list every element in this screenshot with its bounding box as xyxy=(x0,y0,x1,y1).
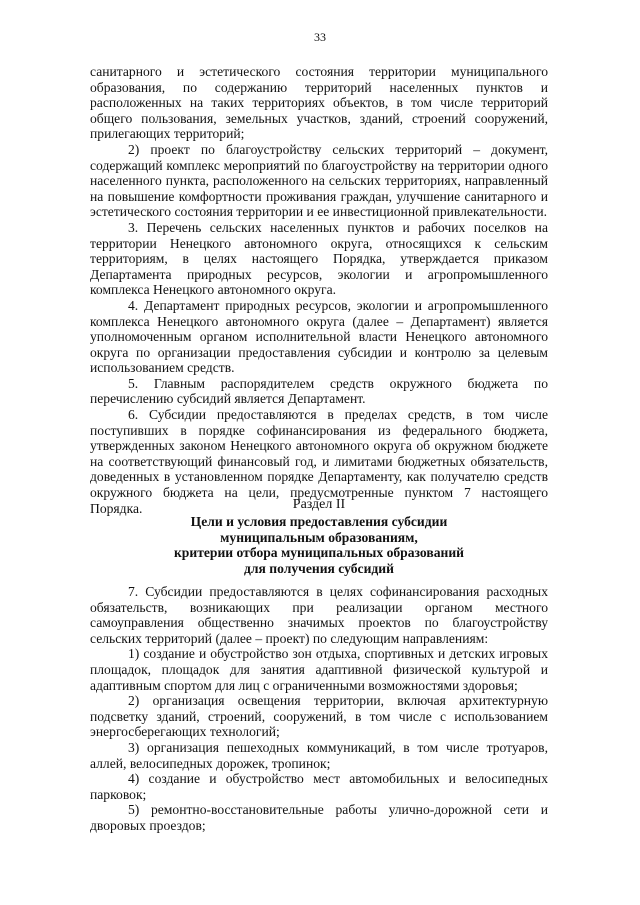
list-item: 4) создание и обустройство мест автомобильных и велосипедных парковок; xyxy=(90,771,548,802)
paragraph: 5. Главным распорядителем средств окружного бюджета по перечислению субсидий является Департамент. xyxy=(90,375,548,407)
body-text-bottom xyxy=(90,584,548,834)
section-title-line: Цели и условия предоставления субсидии xyxy=(190,514,448,529)
list-item: 2) организация освещения территории, включая архитектурную подсветку зданий, строений, сооружений, в том числе с использованием энергосберегающих технологий; xyxy=(90,693,548,740)
paragraph: 4. Департамент природных ресурсов, экологии и агропромышленного комплекса Ненецкого автономного округа (далее – Департамент) является уполномоченным органом исполнительной власти Ненецкого автономного округа по организации предоставления субсидии и контролю за целевым использованием средств. xyxy=(90,297,548,376)
paragraph: санитарного и эстетического состояния территории муниципального образования, по содержанию территорий населенных пунктов и расположенных на таких территориях объектов, в том числе территорий общего пользования, земельных участков, зданий, строений сооружений, прилегающих территорий; xyxy=(90,64,548,142)
section-title-line: муниципальным образованиям, xyxy=(220,529,418,545)
section-heading xyxy=(90,496,548,576)
section-label: Раздел II xyxy=(292,497,346,512)
section-title-line: критерии отбора муниципальных образований xyxy=(173,545,465,561)
body-text-top xyxy=(90,64,548,516)
paragraph: 3. Перечень сельских населенных пунктов и рабочих поселков на территории Ненецкого автономного округа, относящихся к сельским территориям, в целях настоящего Порядка, утверждается приказом Департамента природных ресурсов, экологии и агропромышленного комплекса Ненецкого автономного округа. xyxy=(90,219,548,298)
list-item: 5) ремонтно-восстановительные работы улично-дорожной сети и дворовых проездов; xyxy=(90,802,548,833)
paragraph: 6. Субсидии предоставляются в пределах средств, в том числе поступивших в порядке софинансирования из федерального бюджета, утвержденных законом Ненецкого автономного округа об окружном бюджете на соответствующий финансовый год, и лимитами бюджетных обязательств, доведенных в установленном порядке Департаменту, как получателю средств окружного бюджета на цели, предусмотренные пунктом 7 настоящего Порядка. xyxy=(90,407,548,516)
paragraph: 2) проект по благоустройству сельских территорий – документ, содержащий комплекс мероприятий по благоустройству на территории одного населенного пункта, расположенного на сельских территориях, направленный на повышение комфортности проживания граждан, улучшение санитарного и эстетического состояния территории и ее инвестиционной привлекательности. xyxy=(90,141,548,220)
paragraph: 7. Субсидии предоставляются в целях софинансирования расходных обязательств, возникающих при реализации органом местного самоуправления общественно значимых проектов по благоустройству сельских территорий (далее – проект) по следующим направлениям: xyxy=(90,584,548,646)
section-title-line: для получения субсидий xyxy=(244,560,394,576)
section-title xyxy=(90,514,548,576)
list-item: 1) создание и обустройство зон отдыха, спортивных и детских игровых площадок, площадок для занятия адаптивной физической культурой и адаптивным спортом для лиц с ограниченными возможностями здоровья; xyxy=(90,646,548,693)
page-number: 33 xyxy=(314,30,326,44)
list-item: 3) организация пешеходных коммуникаций, в том числе тротуаров, аллей, велосипедных дорожек, тропинок; xyxy=(90,739,548,771)
